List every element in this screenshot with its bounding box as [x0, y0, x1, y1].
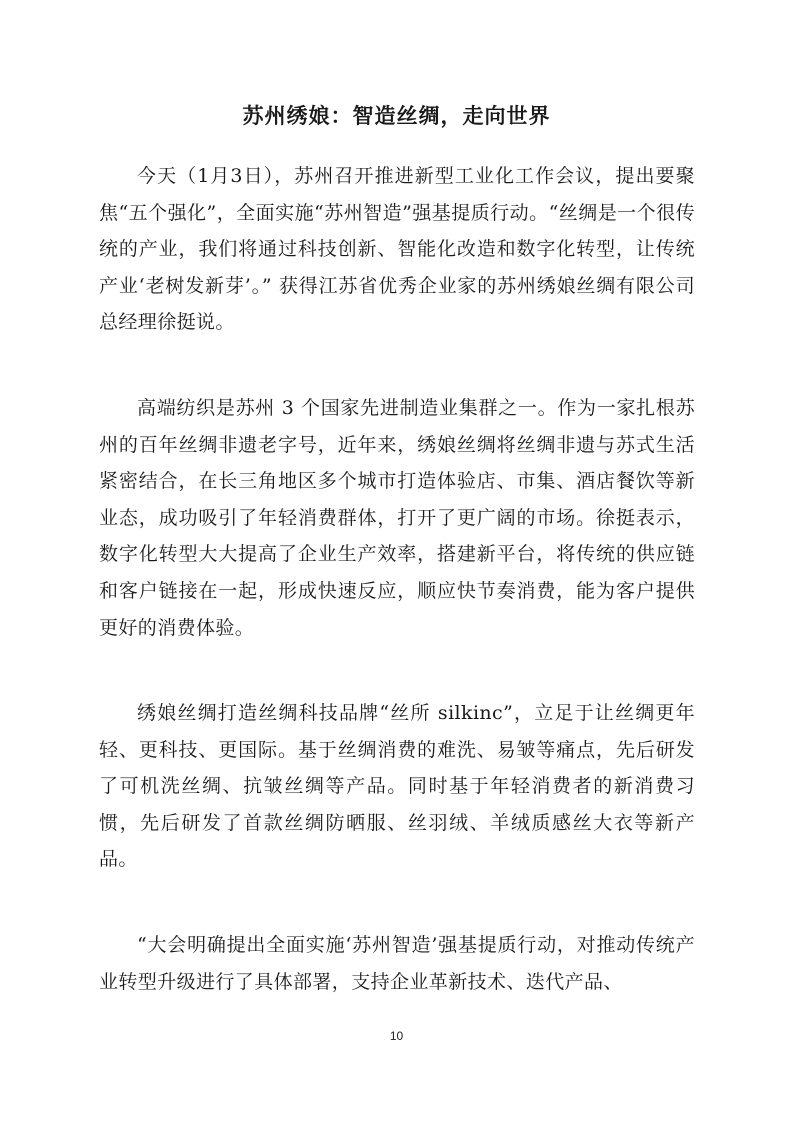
paragraph-1: 今天（1月3日），苏州召开推进新型工业化工作会议，提出要聚焦“五个强化”，全面实施“苏州智造”强基提质行动。“丝绸是一个很传统的产业，我们将通过科技创新、智能化改造和数字化转型，让传统产业‘老树发新芽’。” 获得江苏省优秀企业家的苏州绣娘丝绸有限公司总经理徐挺说。: [99, 165, 695, 334]
paragraph-2: 高端纺织是苏州 3 个国家先进制造业集群之一。作为一家扎根苏州的百年丝绸非遗老字号，近年来，绣娘丝绸将丝绸非遗与苏式生活紧密结合，在长三角地区多个城市打造体验店、市集、酒店餐饮等新业态，成功吸引了年轻消费群体，打开了更广阔的市场。徐挺表示，数字化转型大大提高了企业生产效率，搭建新平台，将传统的供应链和客户链接在一起，形成快速反应，顺应快节奏消费，能为客户提供更好的消费体验。: [99, 397, 695, 639]
page-number: 10: [389, 1029, 404, 1043]
article-title: 苏州绣娘：智造丝绸，走向世界: [242, 104, 551, 128]
paragraph-3: 绣娘丝绸打造丝绸科技品牌“丝所 silkinc”，立足于让丝绸更年轻、更科技、更国际。基于丝绸消费的难洗、易皱等痛点，先后研发了可机洗丝绸、抗皱丝绸等产品。同时基于年轻消费者的新消费习惯，先后研发了首款丝绸防晒服、丝羽绒、羊绒质感丝大衣等新产品。: [99, 702, 695, 871]
paragraph-4: “大会明确提出全面实施‘苏州智造’强基提质行动，对推动传统产业转型升级进行了具体部署，支持企业革新技术、迭代产品、: [99, 934, 695, 993]
